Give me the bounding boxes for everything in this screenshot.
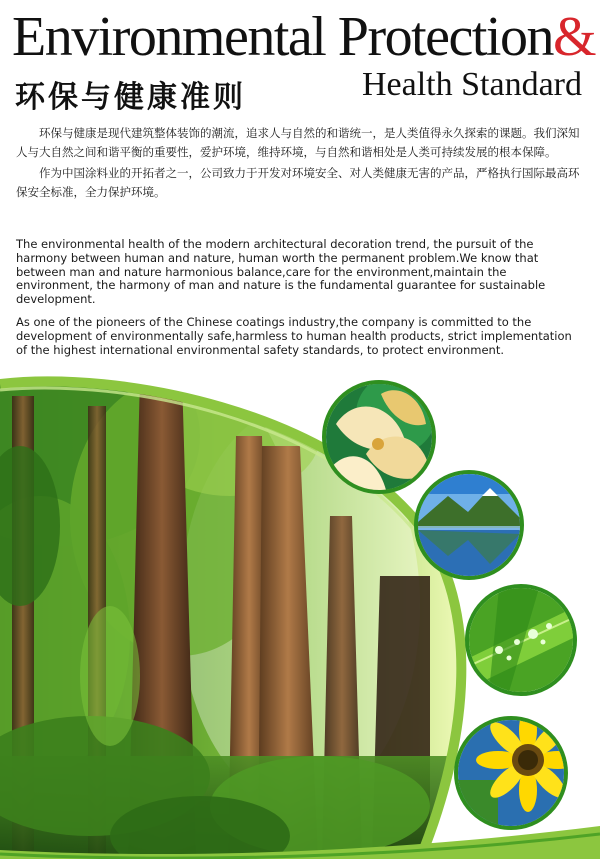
mountain-lake-icon — [418, 474, 520, 576]
lily-flower-icon — [326, 384, 432, 490]
mountain-lake-image — [414, 470, 524, 580]
sunflower-image — [454, 716, 568, 830]
title-ampersand: & — [552, 6, 596, 68]
lily-flower-image — [322, 380, 436, 494]
water-drops-icon — [469, 588, 573, 692]
title-chinese: 环保与健康准则 — [15, 80, 246, 115]
title-english — [12, 4, 595, 70]
water-drops-leaf-image — [465, 584, 577, 696]
chinese-paragraph-1: 环保与健康是现代建筑整体装饰的潮流，追求人与自然的和谐统一，是人类值得永久探索的课题。我们深知人与大自然之间和谐平衡的重要性，爱护环境，维持环境，与自然和谐相处是人类可持续发展的根本保障。 — [16, 126, 580, 159]
sunflower-icon — [458, 720, 564, 826]
english-body — [16, 238, 586, 366]
title-english-main: Environmental Protection — [12, 6, 553, 68]
chinese-paragraph-2: 作为中国涂料业的开拓者之一，公司致力于开发对环境安全、对人类健康无害的产品，严格执行国际最高环保安全标准，全力保护环境。 — [16, 166, 580, 199]
title-english-sub: Health Standard — [362, 66, 582, 103]
english-paragraph-2: As one of the pioneers of the Chinese coatings industry,the company is committed to the development of environmentally safe,harmless to human health products, strict implementation of the highest international environmental safety standards, to protect environment. — [16, 314, 572, 357]
english-paragraph-1: The environmental health of the modern architectural decoration trend, the pursuit of the harmony between human and nature, human worth the permanent problem.We know that between man and nature harmonious balance,care for the environment,maintain the environment, the harmony of man and nature is the fundamental guarantee for sustainable development. — [16, 237, 546, 307]
chinese-body — [16, 124, 586, 204]
